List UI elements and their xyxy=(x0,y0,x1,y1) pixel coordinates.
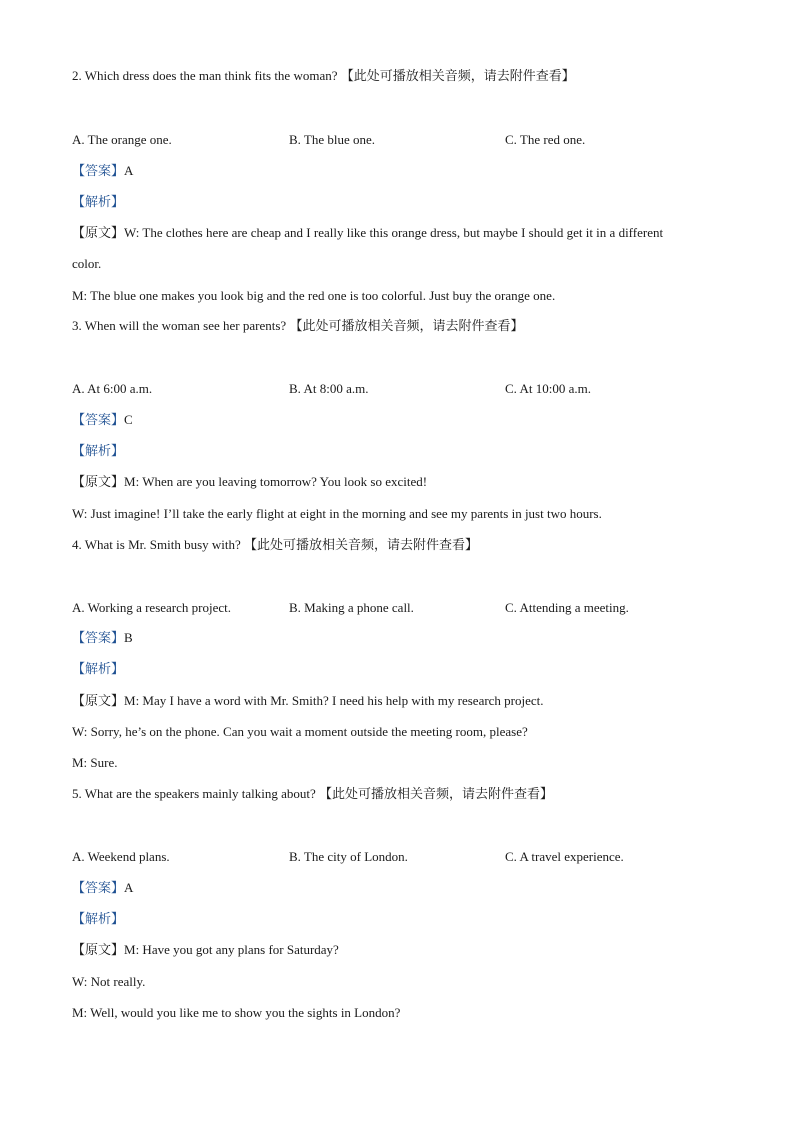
question-3: 3. When will the woman see her parents? 【此处可播放相关音频，请去附件查看】 xyxy=(72,318,524,333)
question-2: 2. Which dress does the man think fits the woman? 【此处可播放相关音频，请去附件查看】 xyxy=(72,68,575,83)
q2-answer xyxy=(72,163,133,179)
q4-option-a: A. Working a research project. xyxy=(72,600,231,615)
q5-analysis-label: 【解析】 xyxy=(72,911,125,926)
q5-transcript-3: M: Well, would you like me to show you the sights in London? xyxy=(72,1005,401,1020)
q4-option-b: B. Making a phone call. xyxy=(289,600,414,615)
q2-option-a: A. The orange one. xyxy=(72,132,172,147)
answer-label: 【答案】 xyxy=(72,630,125,645)
answer-label: 【答案】 xyxy=(72,412,125,427)
q3-option-b: B. At 8:00 a.m. xyxy=(289,381,369,396)
q4-answer xyxy=(72,630,133,646)
source-label: 【原文】 xyxy=(72,693,125,708)
q3-option-a: A. At 6:00 a.m. xyxy=(72,381,153,396)
q5-answer xyxy=(72,880,133,896)
q2-analysis-label: 【解析】 xyxy=(72,194,125,209)
q4-analysis-label: 【解析】 xyxy=(72,661,125,676)
question-4: 4. What is Mr. Smith busy with? 【此处可播放相关音频，请去附件查看】 xyxy=(72,537,479,552)
q4-transcript-2: W: Sorry, he’s on the phone. Can you wait a moment outside the meeting room, please? xyxy=(72,724,528,739)
q5-option-a: A. Weekend plans. xyxy=(72,849,170,864)
q5-transcript-1: 【原文】M: Have you got any plans for Saturday? xyxy=(72,942,339,957)
answer-value: C xyxy=(124,412,133,427)
answer-value: A xyxy=(124,880,134,895)
source-label: 【原文】 xyxy=(72,942,125,957)
source-label: 【原文】 xyxy=(72,225,125,240)
q4-transcript-3: M: Sure. xyxy=(72,755,118,770)
q5-transcript-2: W: Not really. xyxy=(72,974,146,989)
q3-analysis-label: 【解析】 xyxy=(72,443,125,458)
q2-transcript-2: color. xyxy=(72,256,102,271)
q2-option-c: C. The red one. xyxy=(505,132,586,147)
q5-option-c: C. A travel experience. xyxy=(505,849,624,864)
q4-option-c: C. Attending a meeting. xyxy=(505,600,629,615)
q2-option-b: B. The blue one. xyxy=(289,132,376,147)
q2-transcript-3: M: The blue one makes you look big and the red one is too colorful. Just buy the orange one. xyxy=(72,288,556,303)
answer-label: 【答案】 xyxy=(72,880,125,895)
q3-transcript-2: W: Just imagine! I’ll take the early flight at eight in the morning and see my parents in just two hours. xyxy=(72,506,602,521)
question-5: 5. What are the speakers mainly talking about? 【此处可播放相关音频，请去附件查看】 xyxy=(72,786,554,801)
answer-label: 【答案】 xyxy=(72,163,125,178)
q3-transcript-1: 【原文】M: When are you leaving tomorrow? You look so excited! xyxy=(72,474,428,489)
answer-value: A xyxy=(124,163,134,178)
q3-answer xyxy=(72,412,133,428)
q2-transcript-1: 【原文】W: The clothes here are cheap and I really like this orange dress, but maybe I should get it in a different xyxy=(72,225,664,240)
q3-option-c: C. At 10:00 a.m. xyxy=(505,381,591,396)
q5-option-b: B. The city of London. xyxy=(289,849,408,864)
answer-value: B xyxy=(124,630,133,645)
source-label: 【原文】 xyxy=(72,474,125,489)
q4-transcript-1: 【原文】M: May I have a word with Mr. Smith? I need his help with my research project. xyxy=(72,693,544,708)
